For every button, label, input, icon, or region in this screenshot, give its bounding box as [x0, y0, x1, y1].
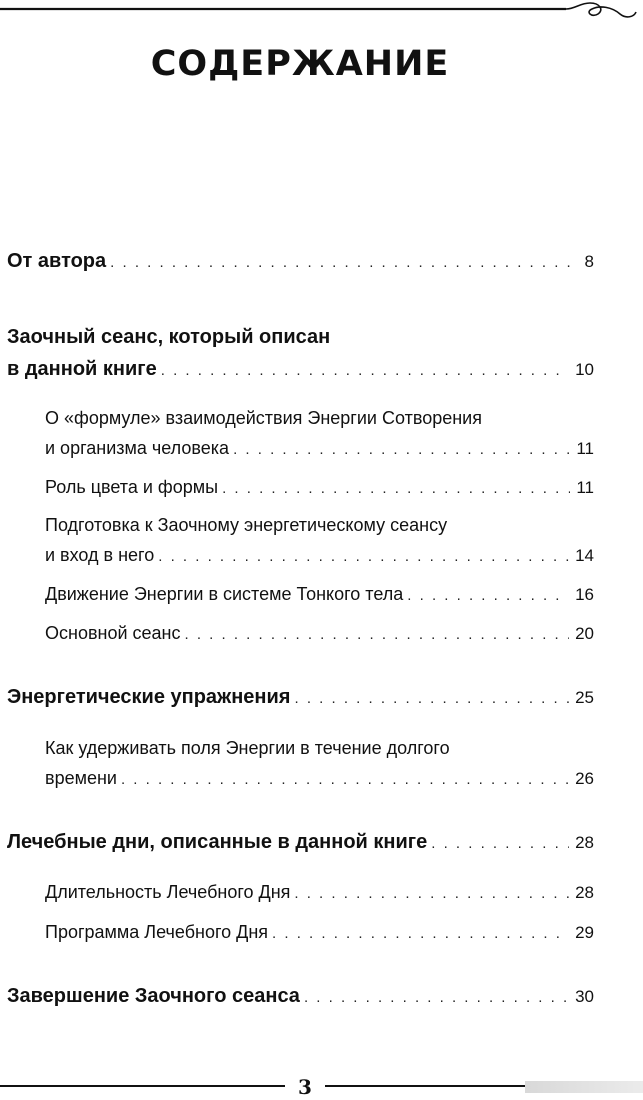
dot-leader: [184, 626, 569, 643]
toc-page-number: 8: [584, 252, 594, 271]
dot-leader: [110, 254, 578, 271]
footer-rule-left: [0, 1085, 285, 1087]
page-footer: [0, 1075, 643, 1100]
toc-entry-title: Длительность Лечебного Дня: [45, 882, 291, 902]
toc-entry-title: в данной книге: [7, 358, 157, 380]
footer-rule-right: [325, 1085, 525, 1087]
dot-leader: [158, 548, 569, 565]
toc-page-number: 25: [575, 688, 594, 707]
toc-entry-title-line1: Заочный сеанс, который описан: [7, 326, 331, 348]
dot-leader: [161, 362, 569, 379]
dot-leader: [294, 690, 569, 707]
page-number: 3: [298, 1075, 312, 1099]
watermark-smudge: [525, 1081, 643, 1093]
dot-leader: [272, 925, 569, 942]
dot-leader: [294, 885, 569, 902]
dot-leader: [431, 835, 569, 852]
toc-entry-title: Лечебные дни, описанные в данной книге: [7, 831, 428, 853]
toc-entry-title: и организма человека: [45, 438, 230, 458]
toc-page-number: 16: [575, 585, 594, 604]
toc-page-number: 28: [575, 883, 594, 902]
toc-entry-title: Энергетические упражнения: [7, 686, 291, 708]
toc-entry-title: Завершение Заочного сеанса: [7, 985, 300, 1007]
toc-page-number: 11: [576, 439, 594, 458]
toc-entry-title: времени: [45, 768, 117, 788]
toc-page-number: 20: [575, 624, 594, 643]
toc-entry-title: Основной сеанс: [45, 623, 181, 643]
toc-page-number: 10: [575, 360, 594, 379]
dot-leader: [407, 587, 569, 604]
toc-entry-title: Роль цвета и формы: [45, 477, 219, 497]
dot-leader: [304, 989, 569, 1006]
toc-page-number: 30: [575, 987, 594, 1006]
toc-entry-title: и вход в него: [45, 545, 155, 565]
toc-page-number: 26: [575, 769, 594, 788]
dot-leader: [222, 480, 570, 497]
toc-page-number: 11: [576, 478, 594, 497]
dot-leader: [233, 441, 570, 458]
toc-page-number: 14: [575, 546, 594, 565]
toc-entry-title: От автора: [7, 250, 107, 272]
dot-leader: [121, 771, 569, 788]
toc-page-number: 29: [575, 923, 594, 942]
toc-entry-title: Движение Энергии в системе Тонкого тела: [45, 584, 404, 604]
toc-entry-title: Программа Лечебного Дня: [45, 922, 269, 942]
toc-page-number: 28: [575, 833, 594, 852]
toc-entry-title-line1: Подготовка к Заочному энергетическому сеансу: [45, 515, 448, 535]
toc-entry-title-line1: Как удерживать поля Энергии в течение долгого: [45, 738, 450, 758]
page-title: СОДЕРЖАНИЕ: [150, 44, 450, 84]
toc-entry-title-line1: О «формуле» взаимодействия Энергии Сотворения: [45, 408, 482, 428]
